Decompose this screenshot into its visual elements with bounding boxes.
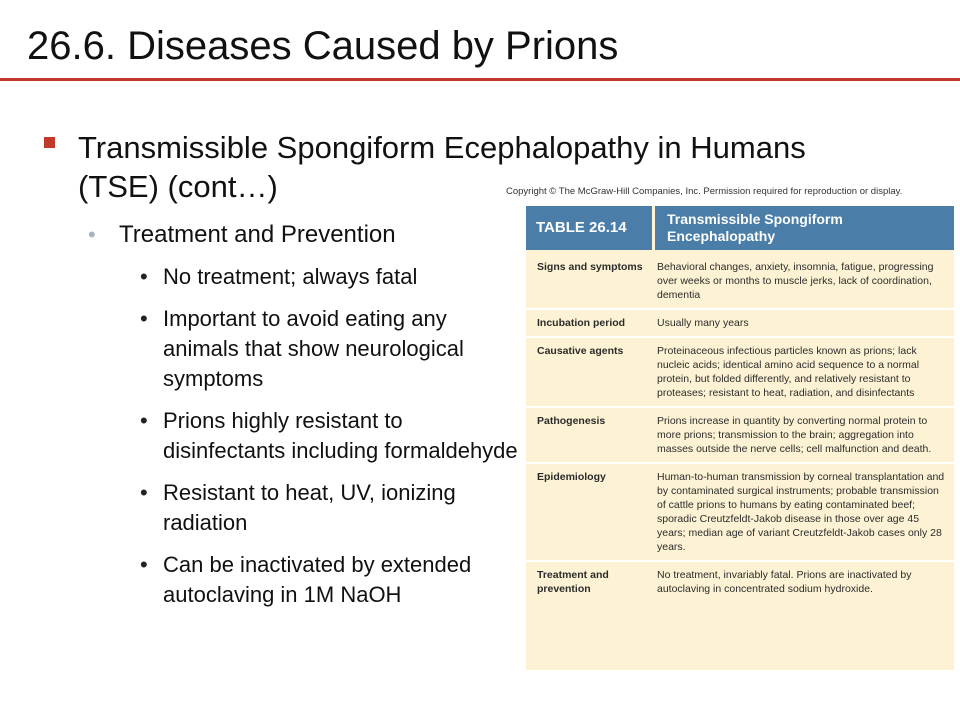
row-key: Treatment and prevention <box>537 569 609 595</box>
row-key: Incubation period <box>537 317 626 329</box>
row-value: Usually many years <box>657 317 749 329</box>
table-label: TABLE 26.14 <box>526 206 652 250</box>
row-key: Epidemiology <box>537 471 606 483</box>
table-figure <box>506 186 954 670</box>
list-item <box>140 304 520 394</box>
table-row <box>526 338 954 408</box>
bullet-dot-icon: • <box>140 408 148 433</box>
list-item <box>140 262 520 292</box>
list-item-text: Resistant to heat, UV, ionizing radiation <box>163 480 456 535</box>
row-value: Proteinaceous infectious particles known as prions; lack nucleic acids; identical amino acid sequence to a normal protein, but folded differently, and relatively resistant to proteases; resistant to heat, radiation, and disinfectants <box>657 345 920 399</box>
table-row <box>526 254 954 310</box>
list-item <box>140 550 520 610</box>
level2-bullet <box>88 218 396 252</box>
row-key: Signs and symptoms <box>537 261 643 273</box>
title-divider <box>0 78 960 81</box>
row-key: Causative agents <box>537 345 624 357</box>
table-body <box>526 254 954 602</box>
bullet-dot-icon: • <box>140 480 148 505</box>
table-title-line2: Encephalopathy <box>667 228 776 244</box>
list-item-text: Prions highly resistant to disinfectants including formaldehyde <box>163 408 518 463</box>
bullet-dot-icon: • <box>88 222 96 247</box>
list-item <box>140 478 520 538</box>
level3-list <box>140 262 520 622</box>
table-title-line1: Transmissible Spongiform <box>667 211 843 227</box>
table-row <box>526 464 954 562</box>
row-value: Prions increase in quantity by converting normal protein to more prions; transmission to the brain; aggregation into masses outside the nerve cells; cell malfunction and death. <box>657 415 932 455</box>
bullet-dot-icon: • <box>140 264 148 289</box>
level2-text: Treatment and Prevention <box>119 221 396 248</box>
list-item <box>140 406 520 466</box>
copyright-notice: Copyright © The McGraw-Hill Companies, Inc. Permission required for reproduction or display. <box>506 186 903 197</box>
row-value: Behavioral changes, anxiety, insomnia, fatigue, progressing over weeks or months to muscle jerks, lack of coordination, dementia <box>657 261 934 301</box>
list-item-text: No treatment; always fatal <box>163 264 418 289</box>
bullet-dot-icon: • <box>140 552 148 577</box>
list-item-text: Can be inactivated by extended autoclaving in 1M NaOH <box>163 552 472 607</box>
row-value: Human-to-human transmission by corneal transplantation and by contaminated surgical instruments; probable transmission of cattle prions to humans by eating contaminated beef; sporadic Creutzfeldt-Jakob disease in those over age 45 years; median age of variant Creutzfeldt-Jakob cases only 28 years. <box>657 471 945 553</box>
table-row <box>526 310 954 338</box>
slide-title: 26.6. Diseases Caused by Prions <box>27 24 619 68</box>
list-item-text: Important to avoid eating any animals that show neurological symptoms <box>163 306 464 391</box>
level1-text: Transmissible Spongiform Ecephalopathy in Humans (TSE) (cont…) <box>78 130 806 204</box>
square-bullet-icon <box>44 137 55 148</box>
table-row <box>526 562 954 602</box>
row-key: Pathogenesis <box>537 415 606 427</box>
bullet-dot-icon: • <box>140 306 148 331</box>
info-table <box>526 206 954 670</box>
row-value: No treatment, invariably fatal. Prions are inactivated by autoclaving in concentrated sodium hydroxide. <box>657 569 912 595</box>
table-title <box>655 206 954 250</box>
table-row <box>526 408 954 464</box>
